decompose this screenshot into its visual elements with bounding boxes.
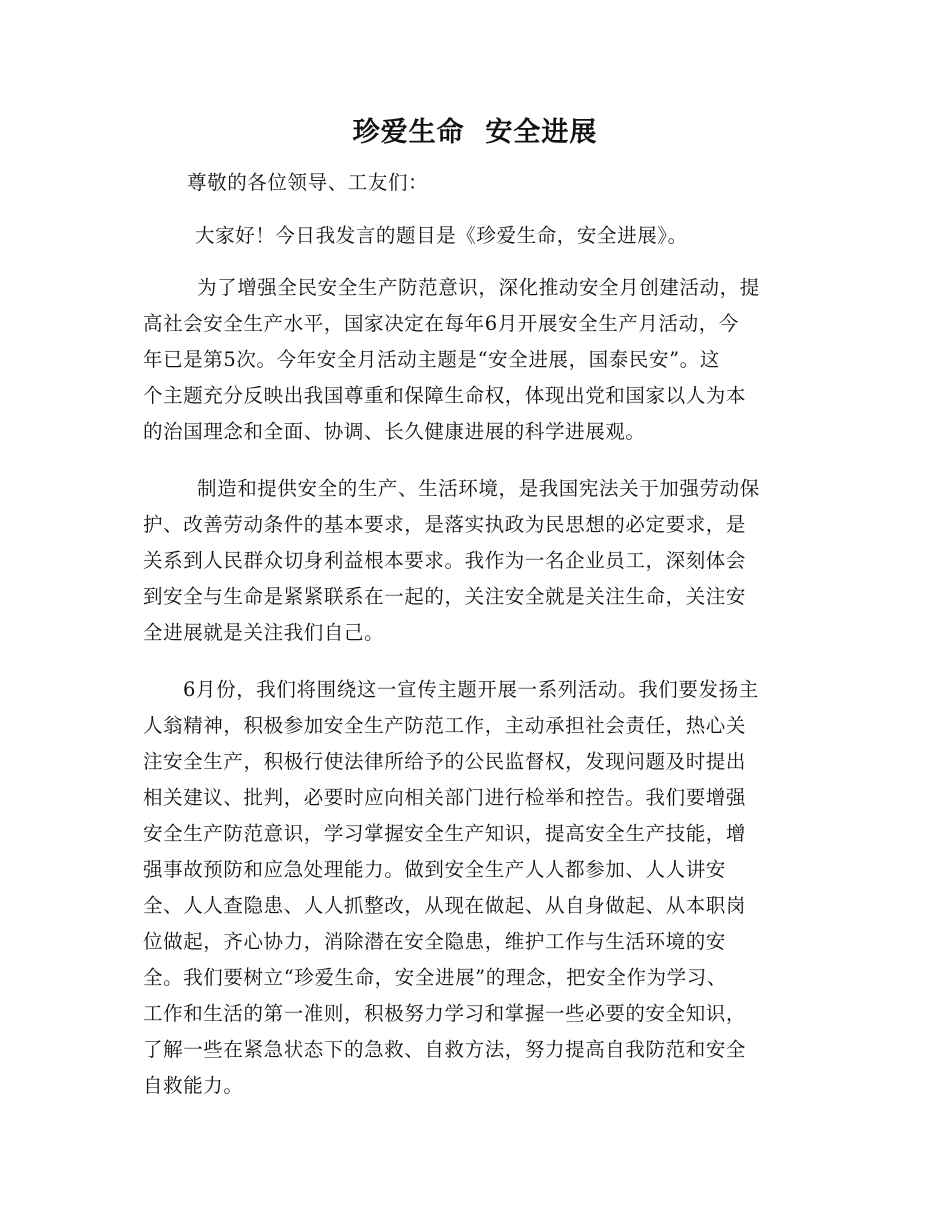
paragraph-3-line-9: 全。我们要树立“珍爱生命，安全进展”的理念，把安全作为学习、: [143, 966, 727, 989]
paragraph-2-line-1: 制造和提供安全的生产、生活环境，是我国宪法关于加强劳动保: [197, 477, 760, 500]
paragraph-3-line-7: 全、人人查隐患、人人抓整改，从现在做起、从自身做起、从本职岗: [143, 894, 747, 917]
paragraph-3-line-12: 自救能力。: [143, 1074, 244, 1097]
paragraph-2-line-5: 全进展就是关注我们自己。: [143, 621, 385, 644]
paragraph-1-line-1: 为了增强全民安全生产防范意识，深化推动安全月创建活动，提: [197, 276, 760, 299]
paragraph-3-line-2: 人翁精神，积极参加安全生产防范工作，主动承担社会责任，热心关: [143, 714, 747, 737]
paragraph-3-line-3: 注安全生产，积极行使法律所给予的公民监督权，发现问题及时提出: [143, 750, 747, 773]
paragraph-3-line-11: 了解一些在紧急状态下的急救、自救方法，努力提高自我防范和安全: [143, 1038, 747, 1061]
paragraph-3-line-5: 安全生产防范意识，学习掌握安全生产知识，提高安全生产技能，增: [143, 822, 747, 845]
paragraph-1-line-4: 个主题充分反映出我国尊重和保障生命权，体现出党和国家以人为本: [143, 384, 747, 407]
salutation: 尊敬的各位领导、工友们：: [187, 171, 429, 194]
paragraph-3-line-8: 位做起，齐心协力，消除潜在安全隐患，维护工作与生活环境的安: [143, 930, 726, 953]
paragraph-1-line-2: 高社会安全生产水平，国家决定在每年6月开展安全生产月活动，今: [143, 312, 739, 335]
greeting: 大家好！今日我发言的题目是《珍爱生命，安全进展》。: [195, 224, 688, 247]
paragraph-3-line-6: 强事故预防和应急处理能力。做到安全生产人人都参加、人人讲安: [143, 858, 726, 881]
paragraph-3-line-4: 相关建议、批判，必要时应向相关部门进行检举和控告。我们要增强: [143, 786, 747, 809]
paragraph-2-line-4: 到安全与生命是紧紧联系在一起的，关注安全就是关注生命，关注安: [143, 585, 747, 608]
paragraph-1-line-5: 的治国理念和全面、协调、长久健康进展的科学进展观。: [143, 420, 646, 443]
document-title: 珍爱生命 安全进展: [352, 117, 598, 148]
paragraph-3-line-10: 工作和生活的第一准则，积极努力学习和掌握一些必要的安全知识，: [143, 1002, 747, 1025]
paragraph-2-line-3: 关系到人民群众切身利益根本要求。我作为一名企业员工，深刻体会: [143, 549, 747, 572]
paragraph-3-line-1: 6月份，我们将围绕这一宣传主题开展一系列活动。我们要发扬主: [183, 678, 759, 701]
paragraph-1-line-3: 年已是第5次。今年安全月活动主题是“安全进展，国泰民安”。这: [143, 348, 720, 371]
paragraph-2-line-2: 护、改善劳动条件的基本要求，是落实执政为民思想的必定要求，是: [143, 513, 747, 536]
